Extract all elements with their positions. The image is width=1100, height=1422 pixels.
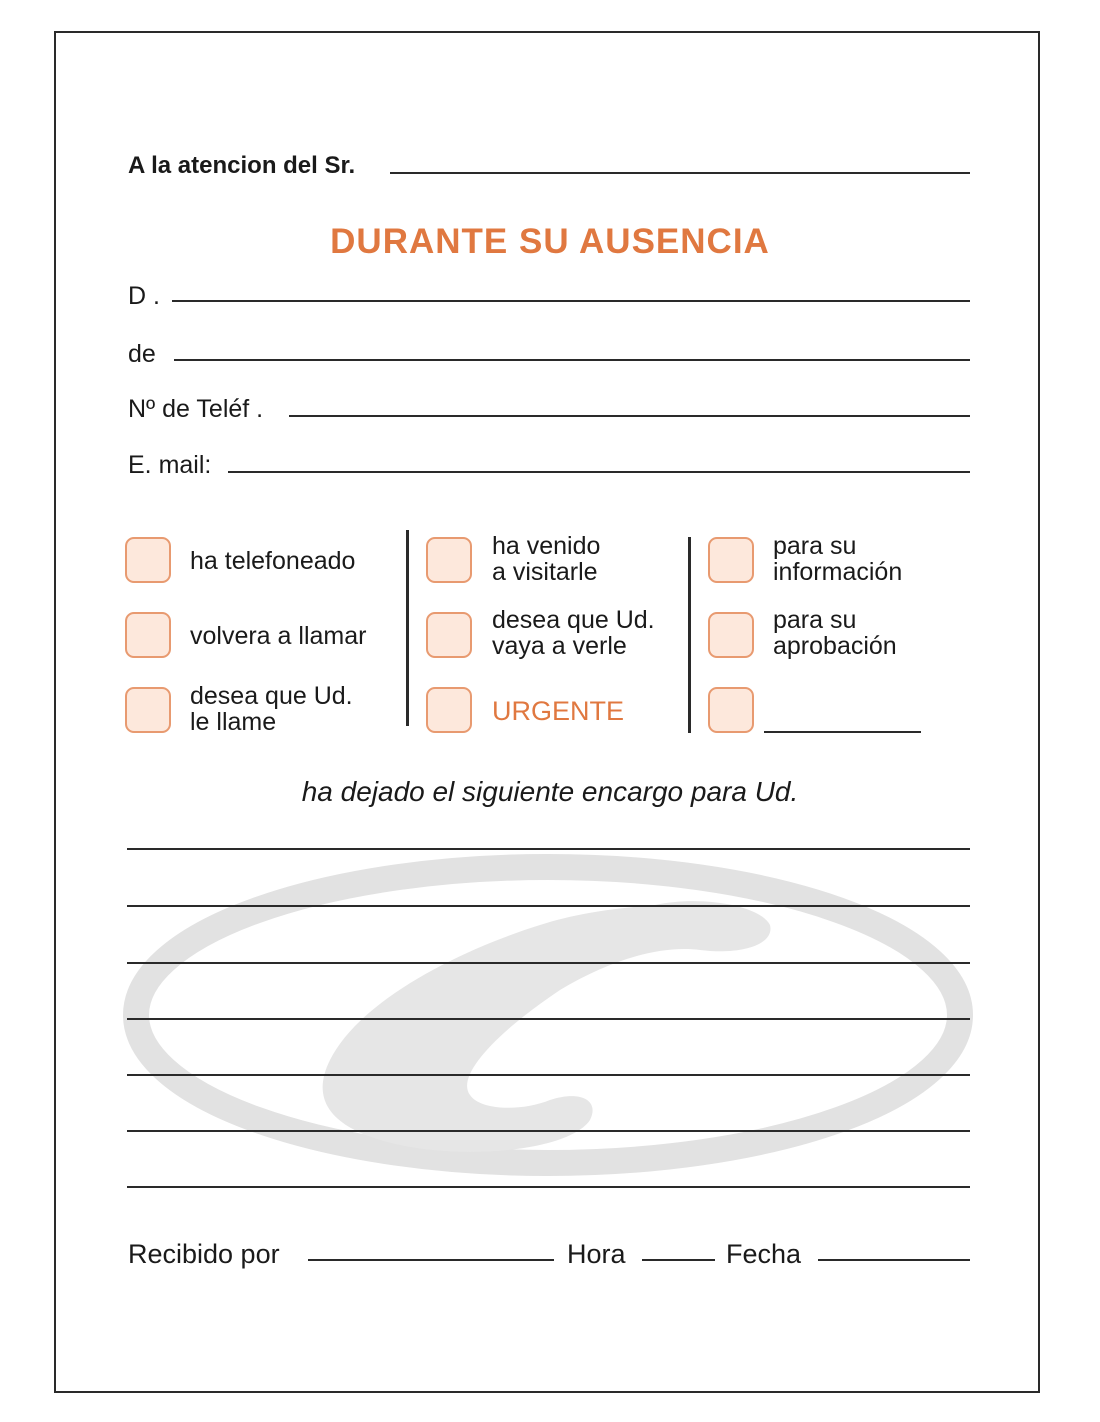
option-label: desea que Ud.: [190, 682, 353, 710]
column-divider: [688, 537, 691, 733]
de-label: de: [128, 340, 156, 368]
received-by-field[interactable]: [308, 1259, 554, 1261]
checkbox-other[interactable]: [708, 687, 754, 733]
phone-field[interactable]: [289, 415, 970, 417]
option-label: desea que Ud.: [492, 606, 655, 634]
d-label: D .: [128, 282, 160, 310]
checkbox-desea-que-le-llame[interactable]: [125, 687, 171, 733]
message-line[interactable]: [127, 848, 970, 850]
hour-field[interactable]: [642, 1259, 715, 1261]
email-label: E. mail:: [128, 451, 212, 479]
checkbox-urgente[interactable]: [426, 687, 472, 733]
other-option-field[interactable]: [764, 731, 921, 733]
phone-label: Nº de Teléf .: [128, 395, 264, 423]
option-label: aprobación: [773, 632, 897, 660]
attention-field[interactable]: [390, 172, 970, 174]
message-line[interactable]: [127, 1018, 970, 1020]
option-label: para su: [773, 606, 857, 634]
checkbox-para-su-informacion[interactable]: [708, 537, 754, 583]
date-label: Fecha: [726, 1239, 802, 1269]
attention-label: A la atencion del Sr.: [128, 152, 356, 179]
form-title: DURANTE SU AUSENCIA: [330, 222, 770, 261]
message-line[interactable]: [127, 1130, 970, 1132]
option-label: para su: [773, 532, 857, 560]
option-label: vaya a verle: [492, 632, 627, 660]
urgente-label: URGENTE: [492, 696, 625, 726]
option-label: información: [773, 558, 903, 586]
checkbox-ha-telefoneado[interactable]: [125, 537, 171, 583]
de-field[interactable]: [174, 359, 970, 361]
checkbox-para-su-aprobacion[interactable]: [708, 612, 754, 658]
message-line[interactable]: [127, 1074, 970, 1076]
column-divider: [406, 530, 409, 726]
option-label: le llame: [190, 708, 277, 736]
option-label: ha telefoneado: [190, 547, 356, 575]
hour-label: Hora: [567, 1239, 626, 1269]
option-label: a visitarle: [492, 558, 598, 586]
received-by-label: Recibido por: [128, 1239, 280, 1269]
checkbox-desea-que-vaya[interactable]: [426, 612, 472, 658]
email-field[interactable]: [228, 471, 970, 473]
message-line[interactable]: [127, 905, 970, 907]
checkbox-volvera-a-llamar[interactable]: [125, 612, 171, 658]
message-line[interactable]: [127, 1186, 970, 1188]
d-field[interactable]: [172, 300, 970, 302]
date-field[interactable]: [818, 1259, 970, 1261]
option-label: ha venido: [492, 532, 601, 560]
message-line[interactable]: [127, 962, 970, 964]
checkbox-ha-venido[interactable]: [426, 537, 472, 583]
message-label: ha dejado el siguiente encargo para Ud.: [301, 776, 799, 807]
option-label: volvera a llamar: [190, 622, 367, 650]
